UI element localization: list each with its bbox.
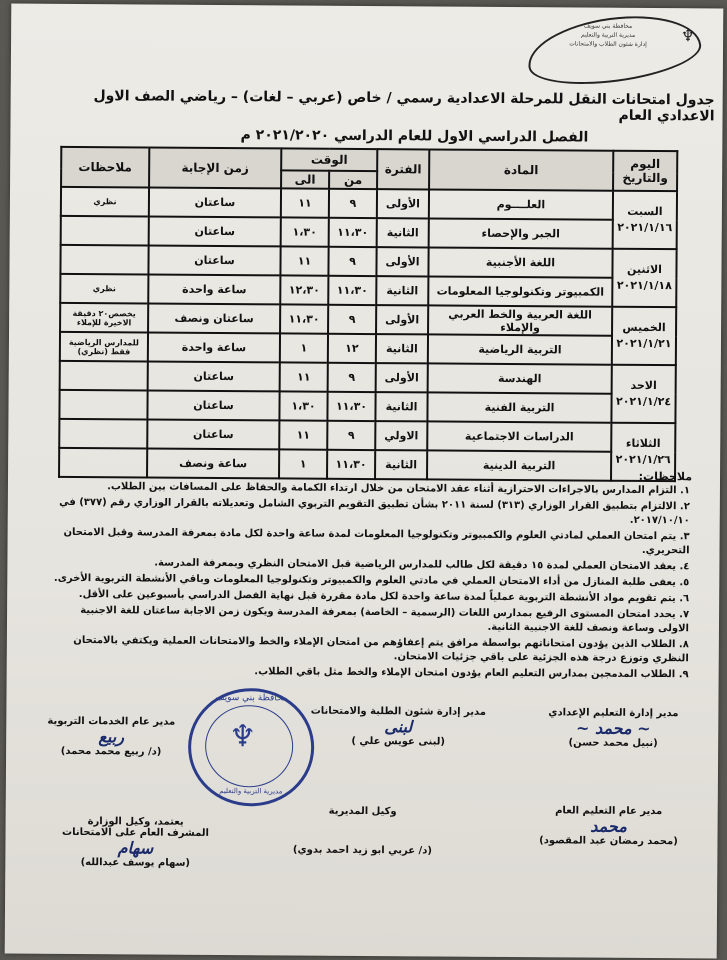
note-cell xyxy=(59,419,147,449)
note-cell: نظري xyxy=(61,187,149,217)
duration-cell: ساعة ونصف xyxy=(147,448,279,478)
note-item: ٦. يتم تقويم مواد الأنشطة التربوية عملياً لمدة ساعة واحدة لكل مادة مقررة قبل نهاية الفصل الدراسي بأسبوعين على الأقل. xyxy=(78,589,690,605)
header-notes: ملاحظات xyxy=(61,147,149,188)
note-item: ٥. يعفى طلبة المنازل من أداء الامتحان العملي في مادتي العلوم والكمبيوتر وتكنولوجيا المعلومات وباقي الأنشطة التربوية الأخرى. xyxy=(53,572,690,589)
time-to-cell: ١٢،٣٠ xyxy=(280,275,328,304)
duration-cell: ساعتان xyxy=(149,216,281,246)
time-to-cell: ١١،٣٠ xyxy=(280,304,328,333)
note-item: ٢. الالتزام بتطبيق القرار الوزاري (٣١٣) لسنة ٢٠١١ بشأن تطبيق التقويم التربوي الشامل وتعديلاته بالقرار الوزاري رقم (٣٧٧) في ٢٠١٧/١٠/١٠. xyxy=(59,496,690,527)
note-item: ٣. يتم امتحان العملي لمادتي العلوم والكمبيوتر وتكنولوجيا المعلومات لمدة ساعة واحدة لكل مادة بمعرفة المدرسة وقبل الامتحان التحريري. xyxy=(63,526,690,557)
time-to-cell: ١،٣٠ xyxy=(279,391,327,420)
eagle-emblem-icon: ♆ xyxy=(680,26,696,46)
period-cell: الثانية xyxy=(375,392,427,421)
subject-cell: الدراسات الاجتماعية xyxy=(427,421,611,451)
time-from-cell: ١١،٣٠ xyxy=(328,276,376,305)
subject-cell: الهندسة xyxy=(428,363,612,393)
period-cell: الأولى xyxy=(376,363,428,392)
time-to-cell: ١،٣٠ xyxy=(281,217,329,246)
note-cell xyxy=(61,216,149,246)
official-stamp: محافظة بني سويف ♆ مديرية التربية والتعليم xyxy=(188,688,315,807)
note-cell: يخصص٢٠ دقيقة الاخيرة للإملاء xyxy=(60,303,148,333)
subject-cell: التربية الدينية xyxy=(427,450,611,480)
duration-cell: ساعتان ونصف xyxy=(148,303,280,333)
time-to-cell: ١١ xyxy=(279,420,327,449)
table-row xyxy=(59,448,675,481)
signature-block-preparatory: مدير إدارة التعليم الإعدادي ~ محمد ~ (نبيل محمد حسن) xyxy=(548,707,679,750)
time-to-cell: ١١ xyxy=(280,362,328,391)
note-item: ٩. الطلاب المدمجين بمدارس التعليم العام يؤدون امتحان الإملاء والخط مثل باقي الطلاب. xyxy=(254,666,689,681)
duration-cell: ساعتان xyxy=(148,361,280,391)
notes-list xyxy=(49,480,690,684)
duration-cell: ساعتان xyxy=(149,187,281,217)
subject-cell: اللغة العربية والخط العربي والإملاء xyxy=(428,305,612,335)
time-from-cell: ٩ xyxy=(327,421,375,450)
title-line-1: جدول امتحانات النقل للمرحلة الاعدادية رسمي / خاص (عربي – لغات) – رياضي الصف الاول الاعدادي العام xyxy=(93,88,715,125)
subject-cell: الكمبيوتر وتكنولوجيا المعلومات xyxy=(428,276,612,306)
duration-cell: ساعة واحدة xyxy=(148,274,280,304)
time-from-cell: ٩ xyxy=(328,305,376,334)
time-from-cell: ٩ xyxy=(329,189,377,218)
time-from-cell: ١١،٣٠ xyxy=(329,218,377,247)
subject-cell: الجبر والإحصاء xyxy=(429,218,613,248)
time-to-cell: ١١ xyxy=(281,188,329,217)
note-cell xyxy=(59,390,147,420)
table-row xyxy=(60,361,676,394)
note-item: ٨. الطلاب الذين يؤدون امتحاناتهم بواسطة مرافق يتم إعفاؤهم من امتحان الإملاء والخط والامتحانات العملية ويكتفي بالامتحان النظري وتوزع درجة هذه الجزئية على باقي جزئيات الامتحان. xyxy=(73,634,689,665)
note-item: ٧. يحدد امتحان المستوى الرفيع بمدارس اللغات (الرسمية – الخاصة) بمعرفة المدرسة ويكون زمن الاجابة ساعتان للغة الاجنبية الاولى وساعة ونصف للغة الاجنبية الثانية. xyxy=(80,605,690,635)
subject-cell: التربية الفنية xyxy=(427,392,611,422)
signature-block-ministry-deputy: يعتمد، وكيل الوزارة المشرف العام على الامتحانات سهام (سهام يوسف عبدالله) xyxy=(62,816,210,869)
period-cell: الثانية xyxy=(375,450,427,479)
time-from-cell: ٩ xyxy=(328,247,376,276)
table-row xyxy=(61,187,677,220)
day-cell: الخميس ٢٠٢١/١/٢١ xyxy=(612,307,676,365)
table-row xyxy=(59,390,675,423)
day-cell: الثلاثاء ٢٠٢١/١/٢٦ xyxy=(611,423,675,481)
duration-cell: ساعة واحدة xyxy=(148,332,280,362)
header-to: الى xyxy=(281,170,329,188)
signature-block-directorate-deputy: وكيل المديرية (د/ عربي ابو زيد احمد بدوي) xyxy=(292,805,432,857)
note-item: ٤. يعقد الامتحان العملي لمدة ١٥ دقيقة لكل طالب للمدارس الرياضية قبل الامتحان النظري وبمعرفة المدرسة. xyxy=(154,557,690,573)
title-line-2: الفصل الدراسي الاول للعام الدراسي ٢٠٢١/٢٠٢٠ م xyxy=(240,127,589,146)
note-item: ١. التزام المدارس بالاجراءات الاحترازية أثناء عقد الامتحان من خلال ارتداء الكمامة والحفاظ على المسافات بين الطلاب. xyxy=(107,481,690,497)
header-day: اليوم والتاريخ xyxy=(613,151,677,191)
document-page xyxy=(5,4,724,959)
period-cell: الاولي xyxy=(375,421,427,450)
duration-cell: ساعتان xyxy=(148,245,280,275)
note-cell xyxy=(59,448,147,478)
period-cell: الأولى xyxy=(376,247,428,276)
header-duration: زمن الإجابة xyxy=(149,147,281,188)
note-cell: نظري xyxy=(60,274,148,304)
signature-block-educational-services: مدير عام الخدمات التربوية ربيع (د/ ربيع محمد محمد) xyxy=(47,715,176,758)
day-cell: الاحد ٢٠٢١/١/٢٤ xyxy=(611,365,675,423)
day-cell: السبت ٢٠٢١/١/١٦ xyxy=(613,191,677,249)
time-to-cell: ١ xyxy=(280,333,328,362)
document-title xyxy=(34,88,714,147)
header-period: الفترة xyxy=(377,149,429,189)
stamp-eagle-icon: ♆ xyxy=(229,719,257,755)
table-row xyxy=(61,216,677,249)
duration-cell: ساعتان xyxy=(147,419,279,449)
note-cell: للمدارس الرياضية فقط (نظري) xyxy=(60,332,148,362)
period-cell: الثانية xyxy=(376,334,428,363)
exam-schedule-table xyxy=(58,146,678,482)
table-row xyxy=(59,419,675,452)
signature-block-general-education: مدير عام التعليم العام محمد (محمد رمضان عبد المقصود) xyxy=(539,805,678,848)
table-row xyxy=(60,274,676,307)
time-from-cell: ٩ xyxy=(328,363,376,392)
note-cell xyxy=(60,245,148,275)
time-to-cell: ١١ xyxy=(280,246,328,275)
time-from-cell: ١١،٣٠ xyxy=(327,392,375,421)
notes-title: ملاحظات: xyxy=(638,469,693,484)
table-row xyxy=(60,332,676,365)
time-from-cell: ١٢ xyxy=(328,334,376,363)
subject-cell: العلــــوم xyxy=(429,189,613,219)
period-cell: الثانية xyxy=(377,218,429,247)
header-time: الوقت xyxy=(281,148,377,171)
subject-cell: التربية الرياضية xyxy=(428,334,612,364)
period-cell: الأولى xyxy=(376,305,428,334)
time-from-cell: ١١،٣٠ xyxy=(327,450,375,479)
period-cell: الأولى xyxy=(377,189,429,218)
header-from: من xyxy=(329,171,377,189)
time-to-cell: ١ xyxy=(279,449,327,478)
table-row xyxy=(60,303,676,336)
table-row xyxy=(60,245,676,278)
period-cell: الثانية xyxy=(376,276,428,305)
signature-block-students-affairs: مدير إدارة شئون الطلبة والامتحانات لبنى (لبنى عويس علي ) xyxy=(310,705,487,748)
header-subject: المادة xyxy=(429,149,613,190)
day-cell: الاثنين ٢٠٢١/١/١٨ xyxy=(612,249,676,307)
logo-text: محافظة بني سويف مديرية التربية والتعليم إدارة شئون الطلاب والامتحانات xyxy=(569,22,647,48)
note-cell xyxy=(60,361,148,391)
ministry-logo xyxy=(524,7,705,93)
duration-cell: ساعتان xyxy=(147,390,279,420)
subject-cell: اللغة الأجنبية xyxy=(428,247,612,277)
